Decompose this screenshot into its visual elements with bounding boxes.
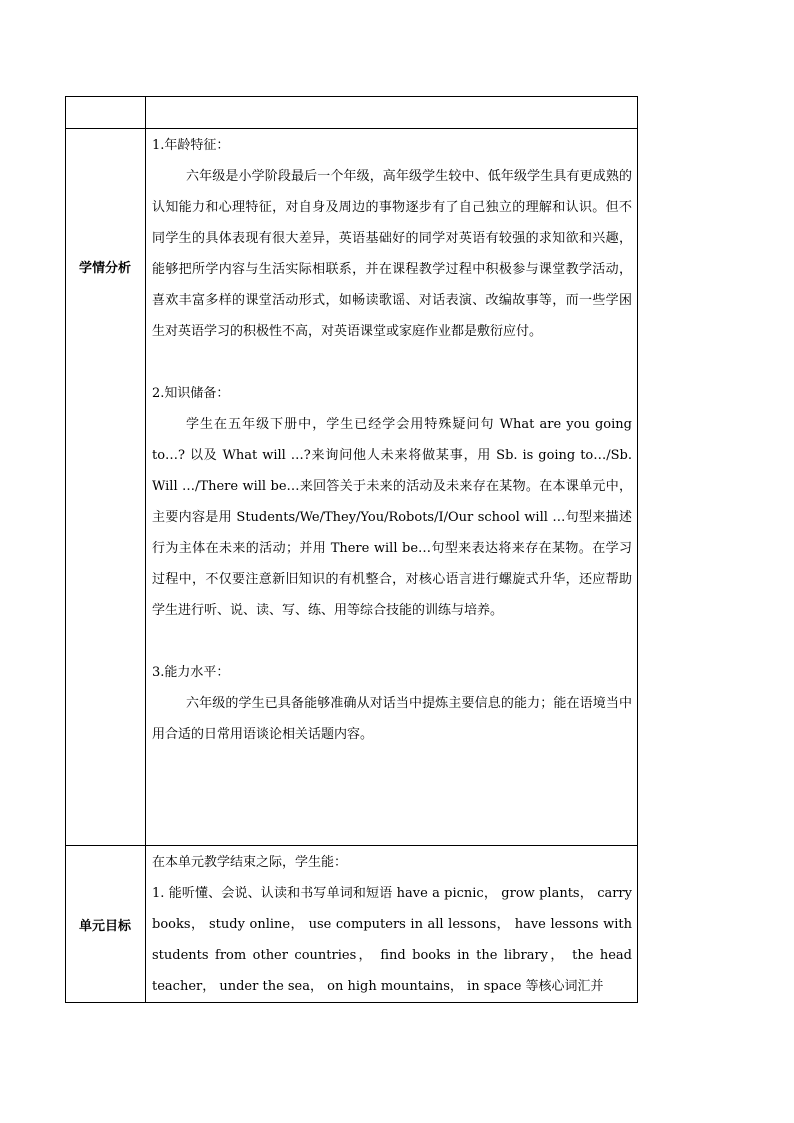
table-border-right xyxy=(637,96,638,1003)
goals-intro: 在本单元教学结束之际，学生能： xyxy=(152,855,348,870)
table-border-top xyxy=(65,96,638,97)
table-border-bottom xyxy=(65,1002,638,1003)
table-border-left xyxy=(65,96,66,1003)
ability-section-body: 六年级的学生已具备能够准确从对话当中提炼主要信息的能力；能在语境当中用合适的日常用语谈论相关话题内容。 xyxy=(152,696,632,742)
lesson-plan-table xyxy=(65,96,638,1003)
analysis-label: 学情分析 xyxy=(78,261,131,276)
row-divider xyxy=(65,128,638,129)
age-section-body: 六年级是小学阶段最后一个年级，高年级学生较中、低年级学生具有更成熟的认知能力和心理特征，对自身及周边的事物逐步有了自己独立的理解和认识。但不同学生的具体表现有很大差异，英语基础好的同学对英语有较强的求知欲和兴趣，能够把所学内容与生活实际相联系，并在课程教学过程中积极参与课堂教学活动，喜欢丰富多样的课堂活动形式，如畅读歌谣、对话表演、改编故事等，而一些学困生对英语学习的积极性不高，对英语课堂或家庭作业都是敷衍应付。 xyxy=(152,169,632,339)
knowledge-section-title: 2.知识储备： xyxy=(152,386,230,401)
ability-section-title: 3.能力水平： xyxy=(152,665,230,680)
goals-label: 单元目标 xyxy=(78,919,131,934)
row-divider xyxy=(65,845,638,846)
goals-content xyxy=(152,847,632,1002)
column-divider xyxy=(145,96,146,1003)
knowledge-section-body: 学生在五年级下册中，学生已经学会用特殊疑问句 What are you going to…? 以及 What will …?来询问他人未来将做某事，用 Sb. is going to…/Sb. Will …/There will be…来回答关于未来的活动及未来存在某物。在本课单元中，主要内容是用 Students/We/They/You/Robots/I/Our school will …句型来描述行为主体在未来的活动；并用 There will be…句型来表达将来存在某物。在学习过程中，不仅要注意新旧知识的有机整合，对核心语言进行螺旋式升华，还应帮助学生进行听、说、读、写、练、用等综合技能的训练与培养。 xyxy=(152,417,632,618)
age-section-title: 1.年龄特征： xyxy=(152,138,230,153)
analysis-content xyxy=(152,130,632,750)
goal-item-1: 1. 能听懂、会说、认读和书写单词和短语 have a picnic， grow plants， carry books， study online， use computers in all lessons， have lessons with students from other countries， find books in the library， the head teacher， under the sea， on high mountains， in space 等核心词汇并 xyxy=(152,886,632,994)
